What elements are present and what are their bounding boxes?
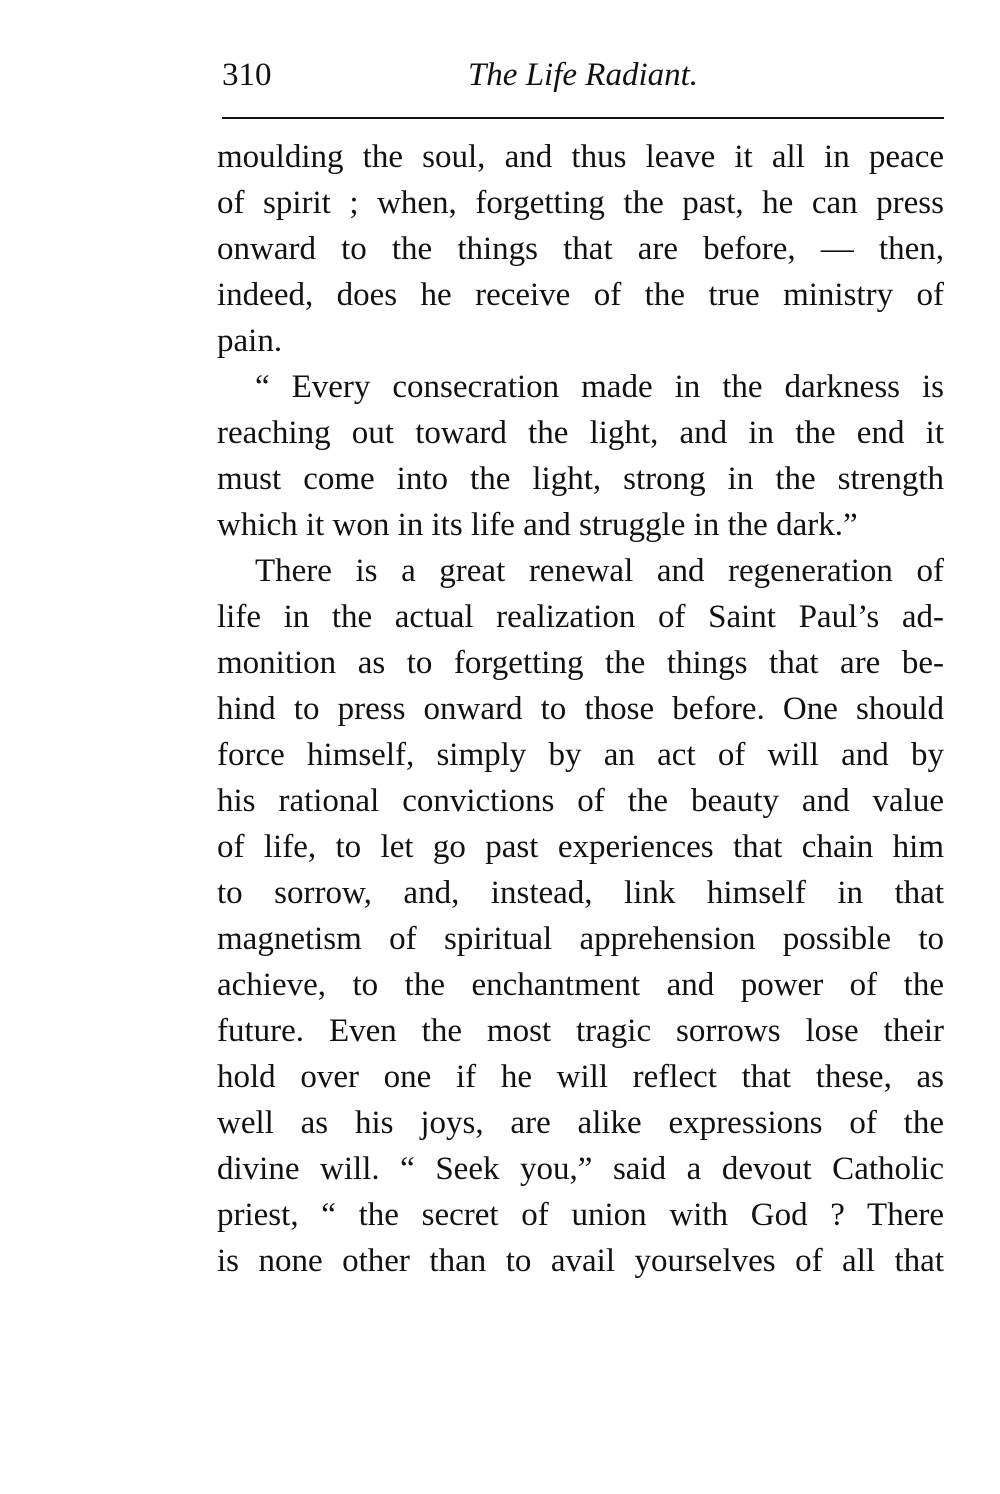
text-line: which it won in its life and struggle in the dark.” xyxy=(217,507,858,543)
text-line: well as his joys, are alike expressions of the xyxy=(217,1105,944,1141)
text-line: of life, to let go past experiences that chain him xyxy=(217,829,944,865)
text-line: magnetism of spiritual apprehension possible to xyxy=(217,921,944,957)
text-line: reaching out toward the light, and in the end it xyxy=(217,415,944,451)
text-line: life in the actual realization of Saint Paul’s ad- xyxy=(217,599,944,635)
running-head xyxy=(222,52,944,98)
text-line: monition as to forgetting the things that are be- xyxy=(217,645,944,681)
text-line: hold over one if he will reflect that these, as xyxy=(217,1059,944,1095)
page-number: 310 xyxy=(222,57,272,93)
body-text xyxy=(217,134,944,1284)
text-line: future. Even the most tragic sorrows lose their xyxy=(217,1013,944,1049)
text-line: is none other than to avail yourselves of all that xyxy=(217,1243,944,1279)
header-rule xyxy=(222,117,944,119)
text-line: of spirit ; when, forgetting the past, he can press xyxy=(217,185,944,221)
text-line: moulding the soul, and thus leave it all in peace xyxy=(217,139,944,175)
text-line: There is a great renewal and regeneration of xyxy=(255,553,944,589)
text-line: achieve, to the enchantment and power of the xyxy=(217,967,944,1003)
text-line: pain. xyxy=(217,323,283,359)
text-line: divine will. “ Seek you,” said a devout Catholic xyxy=(217,1151,944,1187)
text-line: must come into the light, strong in the strength xyxy=(217,461,944,497)
text-line: his rational convictions of the beauty and value xyxy=(217,783,944,819)
running-title: The Life Radiant. xyxy=(467,57,699,93)
text-line: indeed, does he receive of the true ministry of xyxy=(217,277,944,313)
text-line: hind to press onward to those before. One should xyxy=(217,691,944,727)
text-line: to sorrow, and, instead, link himself in that xyxy=(217,875,944,911)
text-line: “ Every consecration made in the darkness is xyxy=(255,369,944,405)
text-line: force himself, simply by an act of will and by xyxy=(217,737,944,773)
text-line: priest, “ the secret of union with God ? There xyxy=(217,1197,944,1233)
text-line: onward to the things that are before, — then, xyxy=(217,231,944,267)
